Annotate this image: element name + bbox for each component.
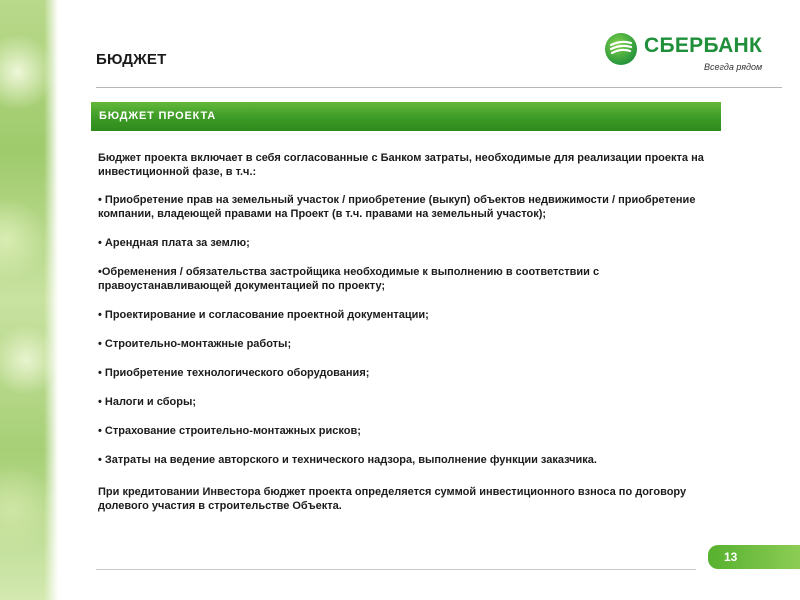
header-divider [96,87,782,88]
section-header-bar [91,102,721,131]
page-number: 13 [724,550,738,564]
list-item: • Арендная плата за землю; [98,237,250,249]
page-title: БЮДЖЕТ [96,51,167,68]
sberbank-logo [604,32,774,76]
intro-paragraph: Бюджет проекта включает в себя согласованные с Банком затраты, необходимые для реализации проекта на инвестиционной фазе, в т.ч.: [98,152,704,178]
list-item: • Приобретение технологического оборудования; [98,367,370,379]
closing-paragraph: При кредитовании Инвестора бюджет проекта определяется суммой инвестиционного взноса по договору долевого участия в строительстве Объекта. [98,486,687,512]
list-item: • Страхование строительно-монтажных рисков; [98,425,361,437]
list-item: • Проектирование и согласование проектной документации; [98,309,429,321]
section-title: БЮДЖЕТ ПРОЕКТА [99,110,217,122]
list-item: • Строительно-монтажные работы; [98,338,292,350]
footer-divider [96,569,696,570]
list-item: •Обременения / обязательства застройщика необходимые к выполнению в соответствии с правоустанавливающей документацией по проекту; [98,266,600,292]
list-item: • Затраты на ведение авторского и технического надзора, выполнение функции заказчика. [98,454,597,466]
page-number-badge [708,545,800,569]
list-item: • Налоги и сборы; [98,396,197,408]
sberbank-checkmark-icon [604,32,638,66]
logo-tagline: Всегда рядом [704,62,763,72]
content-body [98,151,728,513]
list-item: • Приобретение прав на земельный участок / приобретение (выкуп) объектов недвижимости / приобретение компании, владеющей правами на Проект (в т.ч. правами на земельный участок); [98,194,696,220]
logo-name: СБЕРБАНК [644,34,763,57]
decorative-side-panel [0,0,58,600]
